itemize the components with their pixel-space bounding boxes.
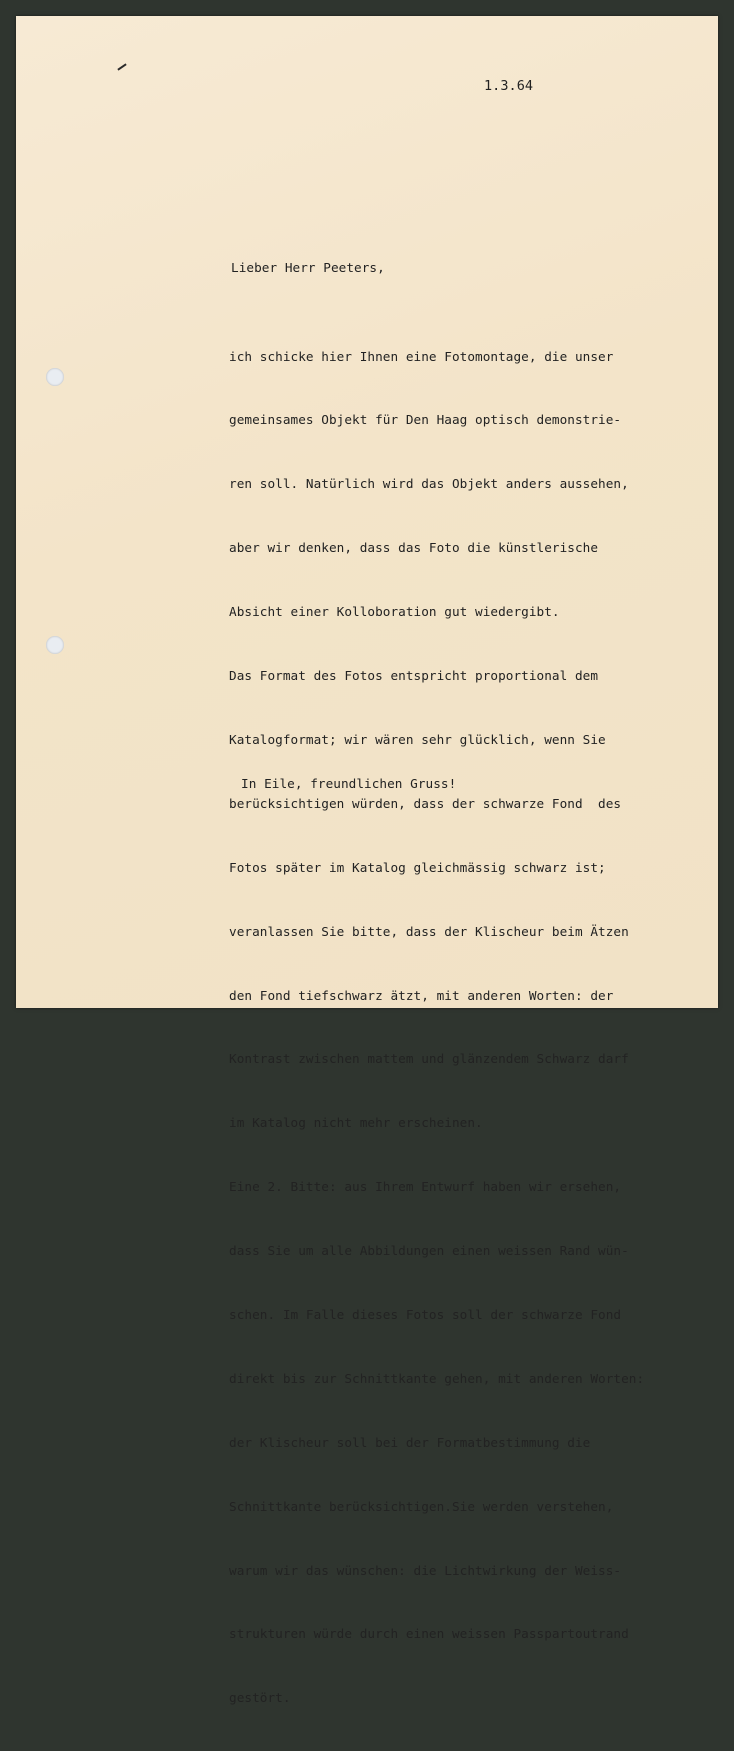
body-line: den Fond tiefschwarz ätzt, mit anderen Worten: der <box>229 987 614 1003</box>
body-line: gestört. <box>229 1690 291 1706</box>
body-line: im Katalog nicht mehr erscheinen. <box>229 1115 483 1131</box>
body-line: Katalogformat; wir wären sehr glücklich, wenn Sie <box>229 731 606 747</box>
body-line: Kontrast zwischen mattem und glänzendem Schwarz darf <box>229 1051 629 1067</box>
body-line: warum wir das wünschen: die Lichtwirkung der Weiss- <box>229 1562 622 1578</box>
body-line: dass Sie um alle Abbildungen einen weissen Rand wün- <box>229 1243 629 1259</box>
letter-closing: In Eile, freundlichen Gruss! <box>241 776 457 791</box>
body-line: strukturen würde durch einen weissen Passpartoutrand <box>229 1626 629 1642</box>
body-line: Das Format des Fotos entspricht proportional dem <box>229 668 599 684</box>
letter-salutation: Lieber Herr Peeters, <box>231 260 385 275</box>
body-line: Fotos später im Katalog gleichmässig schwarz ist; <box>229 859 606 875</box>
body-line: Absicht einer Kolloboration gut wiedergibt. <box>229 604 560 620</box>
body-line: der Klischeur soll bei der Formatbestimmung die <box>229 1434 591 1450</box>
body-line: ich schicke hier Ihnen eine Fotomontage, die unser <box>229 348 614 364</box>
body-line: direkt bis zur Schnittkante gehen, mit anderen Worten: <box>229 1370 645 1386</box>
punch-hole-top <box>46 368 64 386</box>
body-line: Schnittkante berücksichtigen.Sie werden verstehen, <box>229 1498 614 1514</box>
letter-date: 1.3.64 <box>484 78 534 94</box>
body-line: ren soll. Natürlich wird das Objekt anders aussehen, <box>229 476 629 492</box>
body-line: gemeinsames Objekt für Den Haag optisch demonstrie- <box>229 412 622 428</box>
pencil-mark <box>117 63 126 70</box>
letter-page <box>16 16 718 1706</box>
body-line: berücksichtigen würden, dass der schwarze Fond des <box>229 795 622 811</box>
body-line: aber wir denken, dass das Foto die künstlerische <box>229 540 599 556</box>
punch-hole-bottom <box>46 636 64 654</box>
body-line: veranlassen Sie bitte, dass der Klischeur beim Ätzen <box>229 923 629 939</box>
body-line: Eine 2. Bitte: aus Ihrem Entwurf haben wir ersehen, <box>229 1179 622 1195</box>
letter-body <box>229 303 644 1751</box>
body-line: schen. Im Falle dieses Fotos soll der schwarze Fond <box>229 1306 622 1322</box>
